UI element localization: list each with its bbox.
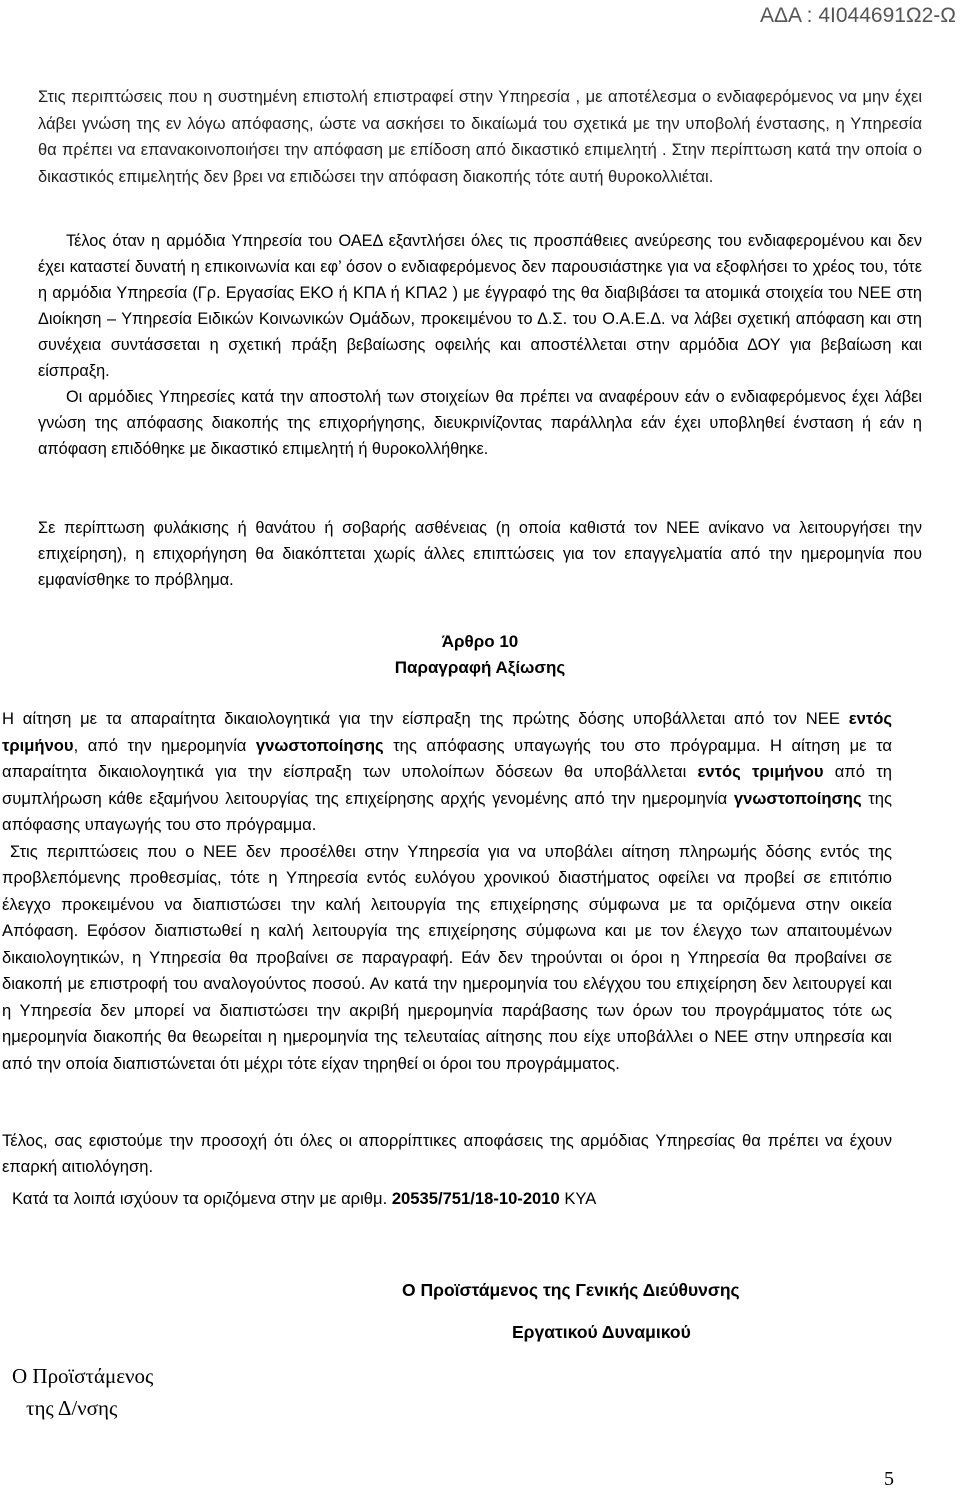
paragraph-oaed-exhausted-text: Τέλος όταν η αρμόδια Υπηρεσία του ΟΑΕΔ εξαντλήσει όλες τις προσπάθειες ανεύρεσης του ενδιαφερομένου και δεν έχει καταστεί δυνατή η επικοινωνία και εφ’ όσον ο ενδιαφερόμενος δεν παρουσιάστηκε για να εξοφλήσει το χρέος του, τότε η αρμόδια Υπηρεσία (Γρ. Εργασίας ΕΚΟ ή ΚΠΑ ή ΚΠΑ2 ) με έγγραφό της θα διαβιβάσει τα ατομικά στοιχεία του ΝΕΕ στη Διοίκηση – Υπηρεσία Ειδικών Κοινωνικών Ομάδων, προκειμένου το Δ.Σ. του Ο.Α.Ε.Δ. να λάβει σχετική απόφαση και στη συνέχεια συντάσσεται η σχετική πράξη βεβαίωσης οφειλής και αποστέλλεται στην αρμόδια ΔΟΥ για βεβαίωση και είσπραξη. <box>38 232 922 380</box>
signature-department-line1: Ο Προϊστάμενος <box>12 1364 154 1388</box>
article-number: Άρθρο 10 <box>441 632 519 651</box>
paragraph-services-report: Οι αρμόδιες Υπηρεσίες κατά την αποστολή των στοιχείων θα πρέπει να αναφέρουν εάν ο ενδιαφερόμενος έχει λάβει γνώση της απόφασης διακοπής της επιχορήγησης, διευκρινίζοντας παράλληλα εάν έχει υποβληθεί ένσταση ή εάν η απόφαση επιδόθηκε με δικαστικό επιμελητή ή θυροκολλήθηκε. <box>38 388 922 458</box>
paragraph-rejection-reasoning: Τέλος, σας εφιστούμε την προσοχή ότι όλες οι απορρίπτικες αποφάσεις της αρμόδιας Υπηρεσίας θα πρέπει να έχουν επαρκή αιτιολόγηση. <box>2 1131 892 1176</box>
kya-number: 20535/751/18-10-2010 <box>391 1189 560 1208</box>
ada-code: ΑΔΑ : 4Ι044691Ω2-Ω <box>759 4 956 27</box>
page-number: 5 <box>884 1468 894 1490</box>
signature-department-head <box>12 1360 153 1424</box>
text-run: , από την ημερομηνία <box>73 735 256 755</box>
signature-general-director-line2: Εργατικού Δυναμικού <box>512 1322 691 1342</box>
bold-run: εντός τριμήνου <box>697 762 824 781</box>
paragraph-imprisonment-death: Σε περίπτωση φυλάκισης ή θανάτου ή σοβαρής ασθένειας (η οποία καθιστά τον ΝΕΕ ανίκανο να λειτουργήσει την επιχείρηση), η επιχορήγηση θα διακόπτεται χωρίς άλλες επιπτώσεις για τον επαγγελματία από την ημερομηνία που εμφανίσθηκε το πρόβλημα. <box>38 519 922 589</box>
signature-department-line2: της Δ/νσης <box>26 1396 118 1420</box>
paragraph-nee-not-appear: Στις περιπτώσεις που ο ΝΕΕ δεν προσέλθει στην Υπηρεσία για να υποβάλει αίτηση πληρωμής δόσης εντός της προβλεπόμενης προθεσμίας, τότε η Υπηρεσία εντός ευλόγου χρονικού διαστήματος οφείλει να προβεί σε επιτόπιο έλεγχο προκειμένου να διαπιστώσει την καλή λειτουργία της επιχείρησης σύμφωνα με τα οριζόμενα στην οικεία Απόφαση. Εφόσον διαπιστωθεί η καλή λειτουργία της επιχείρησης σύμφωνα και με τον έλεγχο των απαιτουμένων δικαιολογητικών, η Υπηρεσία θα προβαίνει σε παραγραφή. Εάν δεν τηρούνται οι όροι η Υπηρεσία θα προβαίνει σε διακοπή με επιστροφή του αναλογούντος ποσού. Αν κατά την ημερομηνία του ελέγχου του επιχείρηση δεν λειτουργεί και η Υπηρεσία δεν μπορεί να διαπιστώσει την ακριβή ημερομηνία παράβασης των όρων του προγράμματος τότε ως ημερομηνία διακοπής θα θεωρείται η ημερομηνία της τελευταίας αίτησης που είχε υποβάλλει ο ΝΕΕ στην υπηρεσία και από την οποία διαπιστώνεται ότι μέχρι τότε είχαν τηρηθεί οι όροι του προγράμματος. <box>2 841 892 1073</box>
paragraph-kya-reference <box>12 1186 892 1212</box>
bold-run: εντός τριμήνου <box>2 709 892 755</box>
text-run: της απόφασης υπαγωγής του στο πρόγραμμα. Η αίτηση με τα απαραίτητα δικαιολογητικά για την είσπραξη των υπολοίπων δόσεων θα υποβάλλεται <box>2 735 892 781</box>
signature-general-director-line1: Ο Προϊστάμενος της Γενικής Διεύθυνσης <box>402 1280 740 1300</box>
paragraph-first-installment <box>2 706 892 839</box>
text-run: Κατά τα λοιπά ισχύουν τα οριζόμενα στην με αριθμ. <box>12 1189 392 1208</box>
text-run: ΚΥΑ <box>559 1189 597 1208</box>
text-run: της απόφασης υπαγωγής του στο πρόγραμμα. <box>2 788 892 834</box>
text-run: από τη συμπλήρωση κάθε εξαμήνου λειτουργίας της επιχείρησης αρχής γενομένης από την ημερομηνία <box>2 762 893 808</box>
article-title: Παραγραφή Αξίωσης <box>394 658 566 677</box>
bold-run: γνωστοποίησης <box>733 788 862 808</box>
bold-run: γνωστοποίησης <box>255 735 384 755</box>
text-run: Η αίτηση με τα απαραίτητα δικαιολογητικά για την είσπραξη της πρώτης δόσης υποβάλλεται από τον ΝΕΕ <box>2 709 849 728</box>
paragraph-oaed-exhausted <box>38 228 922 462</box>
paragraph-article-10 <box>2 706 892 1077</box>
paragraph-returned-letter: Στις περιπτώσεις που η συστημένη επιστολή επιστραφεί στην Υπηρεσία , με αποτέλεσμα ο ενδιαφερόμενος να μην έχει λάβει γνώση της εν λόγω απόφασης, ώστε να ασκήσει το δικαίωμά του σχετικά με την υποβολή ένστασης, η Υπηρεσία θα πρέπει να επανακοινοποιήσει την απόφαση με επίδοση από δικαστικό επιμελητή . Στην περίπτωση κατά την οποία ο δικαστικός επιμελητής δεν βρει να επιδώσει την απόφαση διακοπής τότε αυτή θυροκολλιέται. <box>38 88 922 186</box>
